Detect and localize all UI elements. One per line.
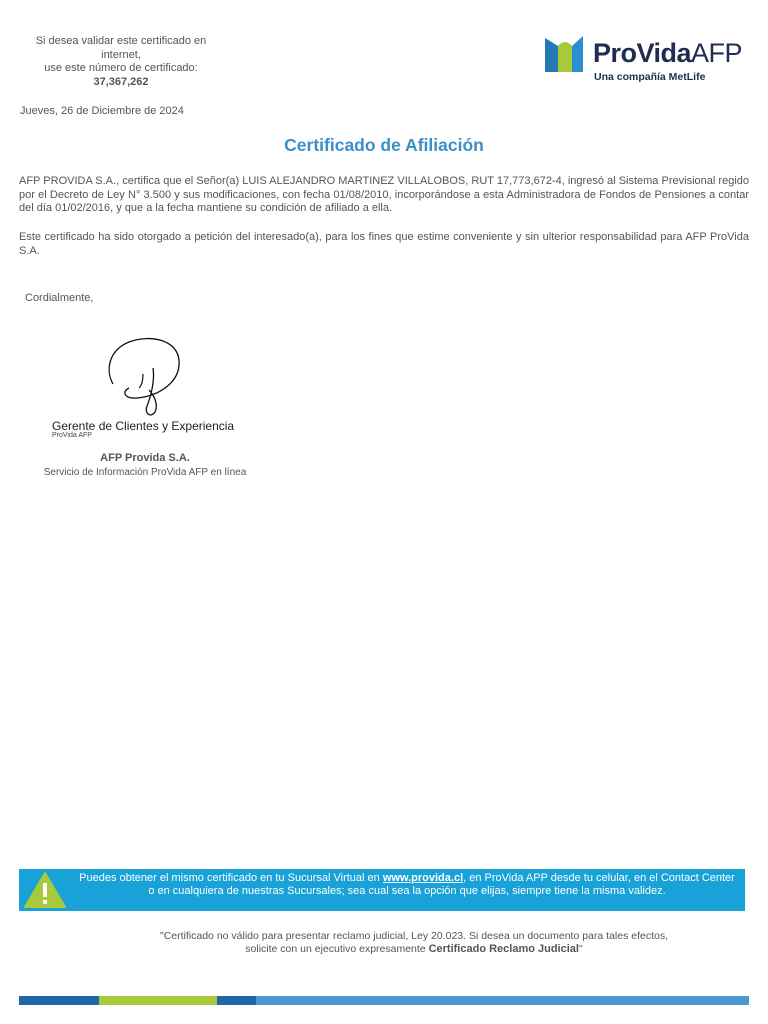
validation-line-2: internet, xyxy=(101,48,141,61)
provida-website-link[interactable]: www.provida.cl xyxy=(382,872,464,884)
validation-line-1: Si desea validar este certificado en xyxy=(35,35,207,47)
handwritten-signature xyxy=(95,332,195,422)
footnote-line-2 xyxy=(60,943,768,956)
provida-logo-mark-icon xyxy=(545,36,583,72)
warning-icon xyxy=(23,871,67,909)
closing-salutation: Cordialmente, xyxy=(25,292,94,304)
certification-paragraph: AFP PROVIDA S.A., certifica que el Señor(a) LUIS ALEJANDRO MARTINEZ VILLALOBOS, RUT 17,773,672-4, ingresó al Sistema Previsional regido por el Decreto de Ley N° 3.500 y sus modificaciones, con fecha 01/08/2010, incorporándose a esta Administradora de Fondos de Pensiones a contar del día 01/02/2016, y que a la fecha mantiene su condición de afiliado a ella. xyxy=(19,175,749,214)
company-name: AFP Provida S.A. xyxy=(100,452,190,464)
footnote-line-2-start: solicite con un ejecutivo expresamente xyxy=(245,943,429,955)
service-name: Servicio de Información ProVida AFP en línea xyxy=(43,467,247,478)
footer-bar-segment xyxy=(99,996,217,1005)
footnote-line-2-end: " xyxy=(578,943,583,955)
certificate-number: 37,367,262 xyxy=(93,75,149,88)
notice-text-end: , en ProVida APP desde tu celular, en el Contact Center o en cualquiera de nuestras Sucursales; sea cual sea la opción que elijas, siempre tiene la misma validez. xyxy=(148,872,735,897)
document-title: Certificado de Afiliación xyxy=(284,135,484,155)
notice-text-start: Puedes obtener el mismo certificado en tu Sucursal Virtual en xyxy=(79,872,383,884)
brand-light: AFP xyxy=(691,38,743,68)
disclaimer-paragraph: Este certificado ha sido otorgado a petición del interesado(a), para los fines que estime conveniente y sin ulterior responsabilidad para AFP ProVida S.A. xyxy=(19,231,749,257)
footer-bar-segment xyxy=(19,996,99,1005)
validation-block xyxy=(20,35,222,89)
signatory-subtitle: ProVida AFP xyxy=(52,432,92,439)
brand-bold: ProVida xyxy=(593,38,692,68)
footnote-line-1: "Certificado no válido para presentar reclamo judicial, Ley 20.023. Si desea un documento para tales efectos, xyxy=(159,930,669,942)
signatory-title: Gerente de Clientes y Experiencia xyxy=(52,419,235,433)
footer-bar-segment xyxy=(256,996,749,1005)
issue-date: Jueves, 26 de Diciembre de 2024 xyxy=(20,105,184,117)
legal-footnote xyxy=(60,930,768,956)
provida-wordmark xyxy=(593,35,742,71)
provida-logo xyxy=(545,34,751,86)
info-notice-banner xyxy=(19,869,745,911)
notice-text xyxy=(75,872,739,898)
validation-line-3: use este número de certificado: xyxy=(44,62,198,74)
footnote-emphasis: Certificado Reclamo Judicial xyxy=(428,943,579,955)
footer-bar-segment xyxy=(217,996,256,1005)
brand-tagline: Una compañía MetLife xyxy=(594,71,706,83)
